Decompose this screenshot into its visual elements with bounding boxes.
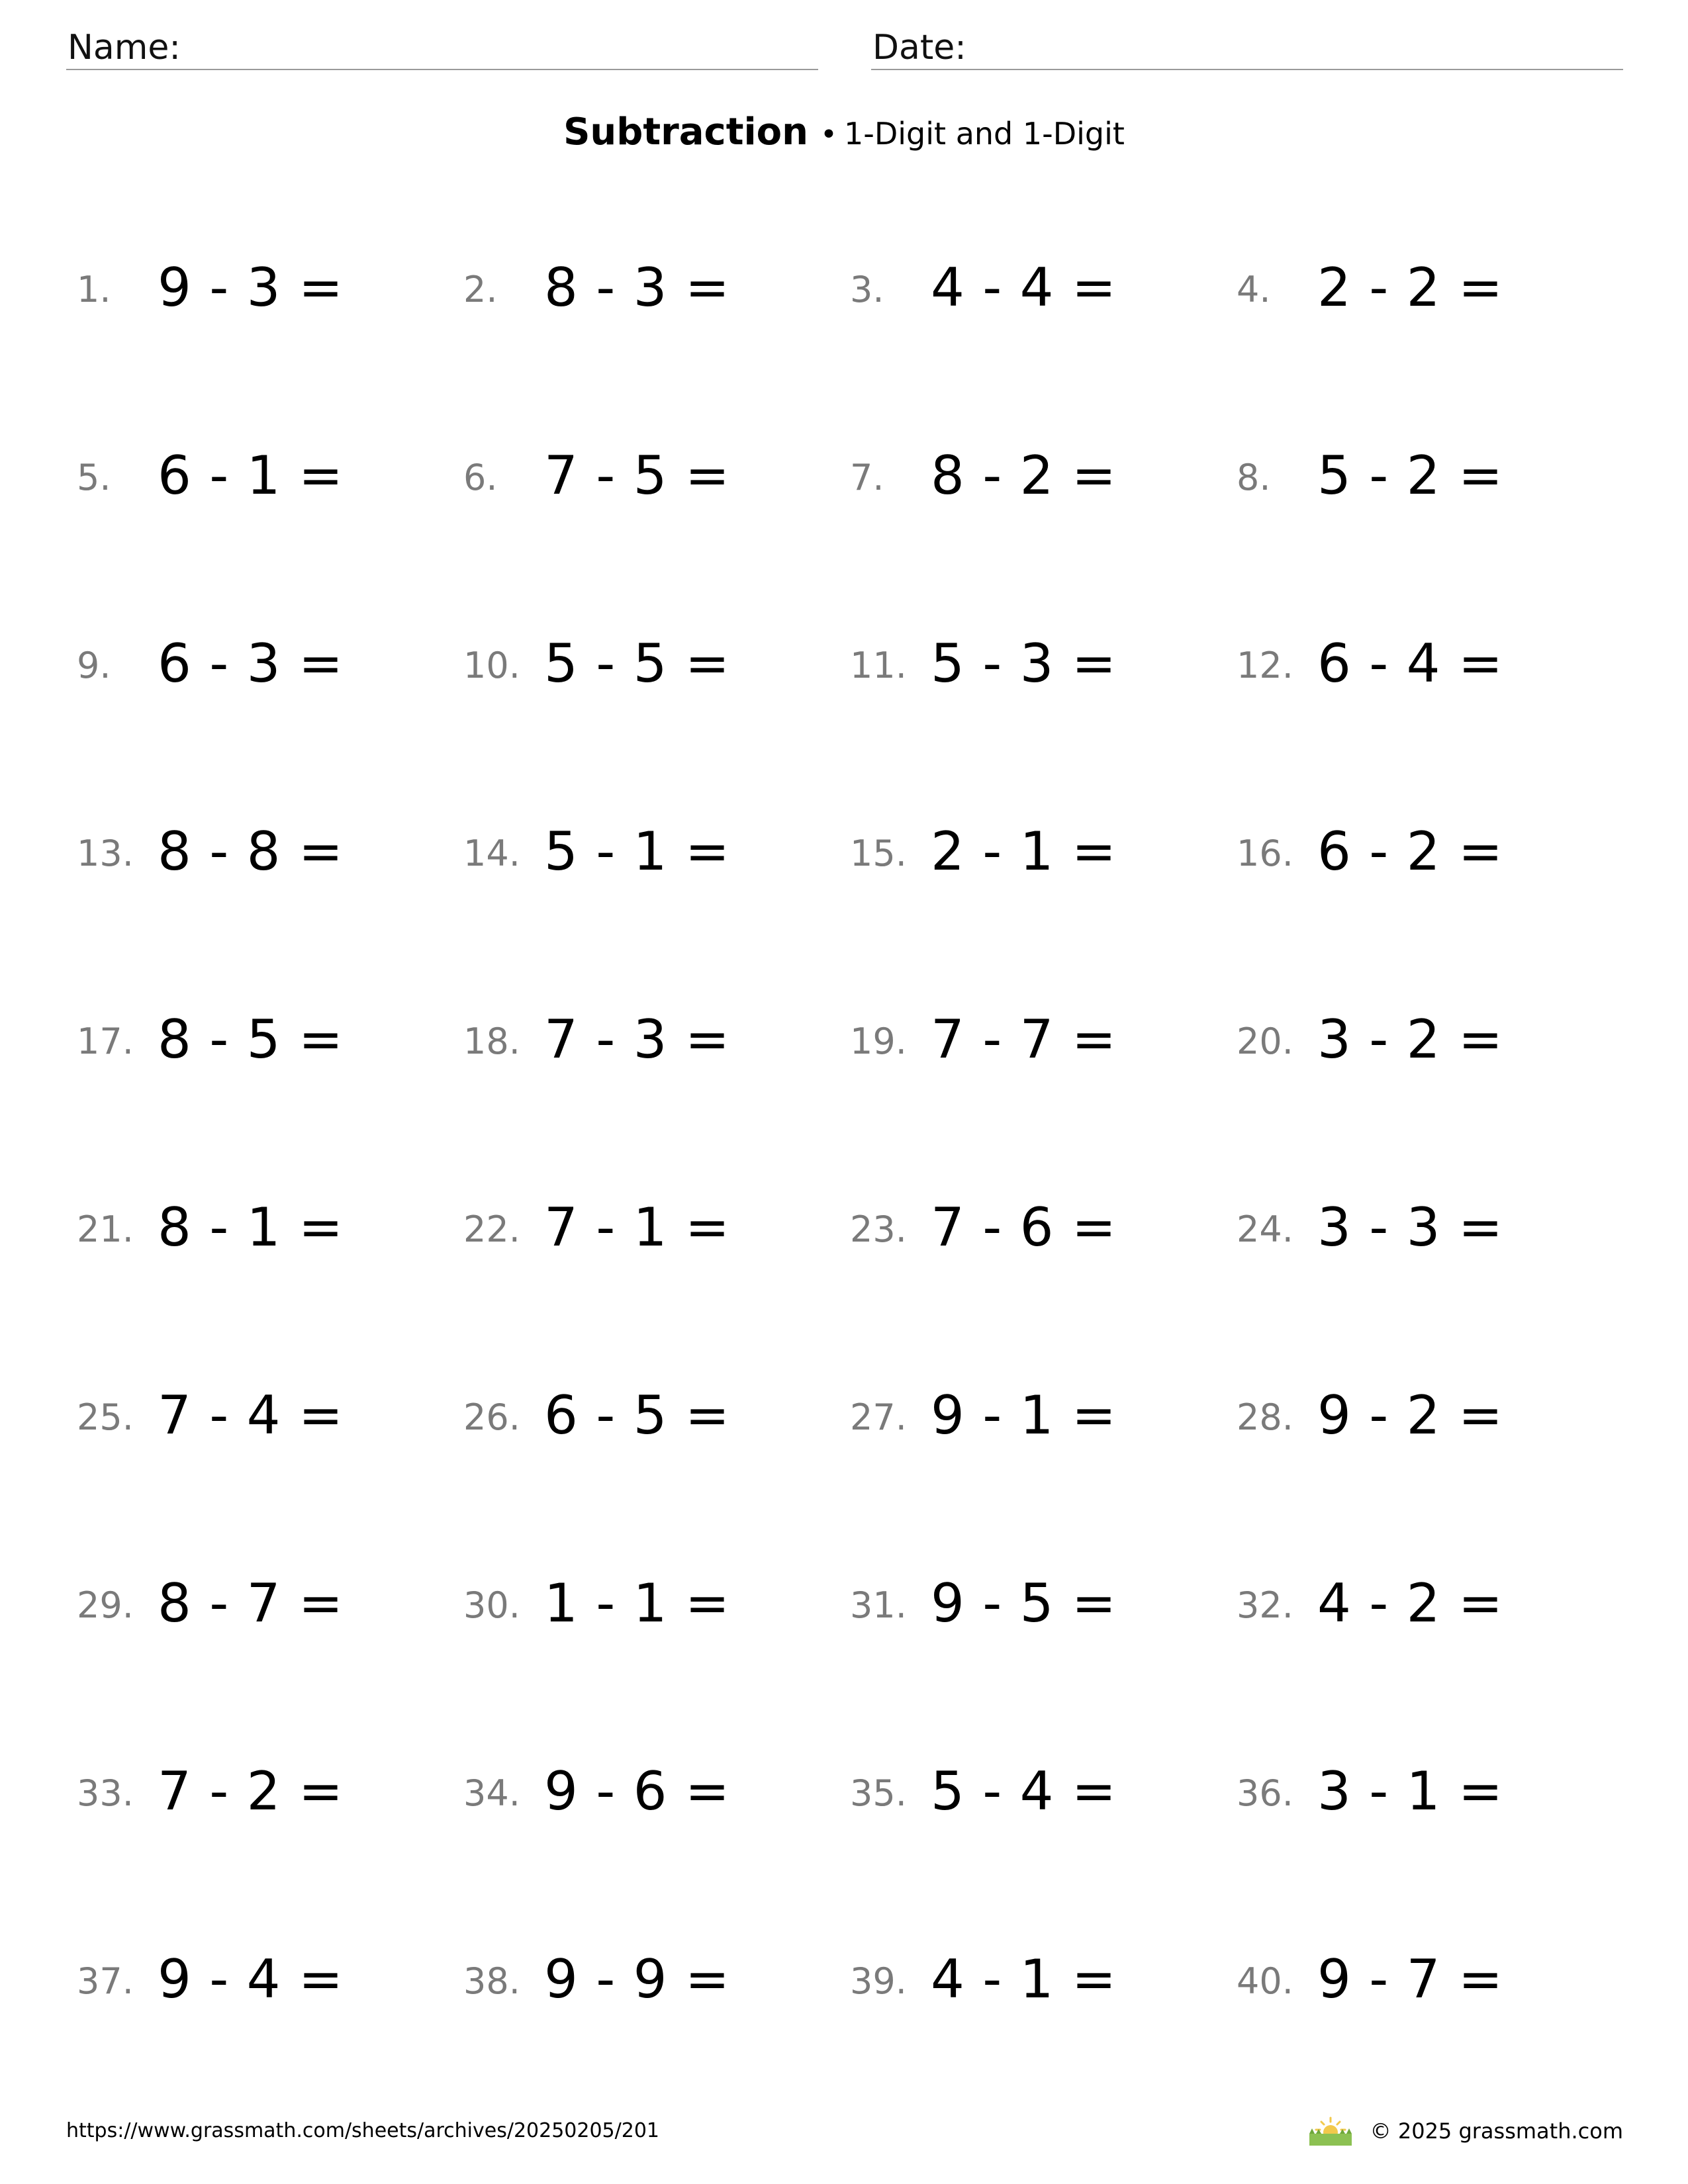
problem-number: 3. <box>850 269 884 310</box>
problem-item <box>850 1950 1221 2016</box>
problem-expression: 4 - 4 = <box>931 257 1117 318</box>
problem-item <box>1237 1010 1607 1076</box>
problem-expression: 3 - 2 = <box>1317 1009 1503 1070</box>
name-label: Name: <box>68 28 181 68</box>
worksheet-title <box>0 106 1688 159</box>
problem-number: 6. <box>463 457 498 498</box>
problem-expression: 6 - 5 = <box>544 1385 730 1446</box>
problem-expression: 6 - 2 = <box>1317 821 1503 882</box>
title-main: Subtraction <box>563 111 809 154</box>
problem-number: 23. <box>850 1208 907 1250</box>
problem-item <box>463 446 834 512</box>
problem-expression: 5 - 3 = <box>931 633 1117 694</box>
problem-expression: 8 - 5 = <box>158 1009 344 1070</box>
problem-item <box>77 258 447 324</box>
problem-item <box>1237 1950 1607 2016</box>
grass-sun-logo-icon <box>1307 2115 1354 2147</box>
problem-expression: 7 - 1 = <box>544 1197 730 1258</box>
problem-expression: 2 - 2 = <box>1317 257 1503 318</box>
problem-number: 7. <box>850 457 884 498</box>
problem-expression: 6 - 4 = <box>1317 633 1503 694</box>
problem-expression: 8 - 1 = <box>158 1197 344 1258</box>
problem-expression: 4 - 1 = <box>931 1948 1117 2010</box>
problem-number: 38. <box>463 1960 520 2002</box>
footer-brand <box>1307 2114 1623 2148</box>
problem-item <box>850 1010 1221 1076</box>
problem-number: 36. <box>1237 1772 1293 1814</box>
problem-expression: 1 - 1 = <box>544 1572 730 1634</box>
problem-expression: 9 - 1 = <box>931 1385 1117 1446</box>
problem-item <box>463 258 834 324</box>
name-field[interactable] <box>66 25 818 70</box>
problem-item <box>77 1198 447 1264</box>
problem-expression: 8 - 8 = <box>158 821 344 882</box>
problem-number: 16. <box>1237 833 1293 874</box>
problem-expression: 3 - 1 = <box>1317 1760 1503 1822</box>
date-field[interactable] <box>871 25 1623 70</box>
problem-item <box>463 1198 834 1264</box>
problem-expression: 7 - 7 = <box>931 1009 1117 1070</box>
problem-number: 25. <box>77 1396 134 1438</box>
problem-item <box>77 1762 447 1828</box>
problem-expression: 9 - 6 = <box>544 1760 730 1822</box>
problem-item <box>850 1574 1221 1640</box>
problem-item <box>77 1950 447 2016</box>
problem-expression: 9 - 3 = <box>158 257 344 318</box>
problem-expression: 8 - 7 = <box>158 1572 344 1634</box>
problem-expression: 7 - 5 = <box>544 445 730 506</box>
problem-number: 35. <box>850 1772 907 1814</box>
problem-number: 32. <box>1237 1584 1293 1626</box>
problem-number: 28. <box>1237 1396 1293 1438</box>
problem-expression: 8 - 2 = <box>931 445 1117 506</box>
footer-url: https://www.grassmath.com/sheets/archives/20250205/201 <box>66 2119 660 2142</box>
date-label: Date: <box>872 28 966 68</box>
problem-expression: 6 - 3 = <box>158 633 344 694</box>
problem-number: 10. <box>463 645 520 686</box>
problem-item <box>77 1386 447 1452</box>
problem-item <box>850 1386 1221 1452</box>
problem-item <box>850 258 1221 324</box>
problem-expression: 8 - 3 = <box>544 257 730 318</box>
problem-number: 14. <box>463 833 520 874</box>
problem-expression: 7 - 2 = <box>158 1760 344 1822</box>
problem-item <box>463 1010 834 1076</box>
problem-expression: 9 - 2 = <box>1317 1385 1503 1446</box>
problem-expression: 2 - 1 = <box>931 821 1117 882</box>
title-separator: • <box>820 118 837 152</box>
problem-number: 27. <box>850 1396 907 1438</box>
problem-item <box>850 1762 1221 1828</box>
problem-number: 22. <box>463 1208 520 1250</box>
problem-item <box>463 822 834 888</box>
problem-number: 34. <box>463 1772 520 1814</box>
problem-expression: 3 - 3 = <box>1317 1197 1503 1258</box>
problem-number: 37. <box>77 1960 134 2002</box>
problem-item <box>1237 1762 1607 1828</box>
problem-item <box>850 822 1221 888</box>
problem-number: 12. <box>1237 645 1293 686</box>
problem-number: 20. <box>1237 1021 1293 1062</box>
problem-number: 4. <box>1237 269 1271 310</box>
problem-number: 15. <box>850 833 907 874</box>
problem-expression: 9 - 4 = <box>158 1948 344 2010</box>
problem-item <box>1237 1198 1607 1264</box>
problem-expression: 5 - 2 = <box>1317 445 1503 506</box>
problem-item <box>77 822 447 888</box>
problem-expression: 6 - 1 = <box>158 445 344 506</box>
problem-item <box>850 1198 1221 1264</box>
problem-item <box>463 1386 834 1452</box>
problem-number: 39. <box>850 1960 907 2002</box>
problem-item <box>1237 1574 1607 1640</box>
problem-item <box>463 1950 834 2016</box>
problem-number: 21. <box>77 1208 134 1250</box>
problem-number: 30. <box>463 1584 520 1626</box>
problem-expression: 9 - 9 = <box>544 1948 730 2010</box>
problem-expression: 9 - 5 = <box>931 1572 1117 1634</box>
problem-item <box>77 446 447 512</box>
problem-item <box>463 1574 834 1640</box>
problem-number: 5. <box>77 457 111 498</box>
problem-item <box>77 634 447 700</box>
problem-expression: 9 - 7 = <box>1317 1948 1503 2010</box>
problem-item <box>1237 258 1607 324</box>
footer-copyright: © 2025 grassmath.com <box>1370 2118 1623 2144</box>
problem-number: 19. <box>850 1021 907 1062</box>
title-subtitle: 1-Digit and 1-Digit <box>843 116 1125 152</box>
problem-number: 26. <box>463 1396 520 1438</box>
problem-number: 9. <box>77 645 111 686</box>
problem-item <box>1237 446 1607 512</box>
problem-expression: 5 - 5 = <box>544 633 730 694</box>
problem-item <box>850 446 1221 512</box>
problem-item <box>1237 1386 1607 1452</box>
problem-expression: 7 - 4 = <box>158 1385 344 1446</box>
problem-number: 11. <box>850 645 907 686</box>
problem-number: 40. <box>1237 1960 1293 2002</box>
problem-item <box>850 634 1221 700</box>
problem-number: 33. <box>77 1772 134 1814</box>
problem-number: 24. <box>1237 1208 1293 1250</box>
problem-number: 2. <box>463 269 498 310</box>
problem-number: 31. <box>850 1584 907 1626</box>
problem-number: 29. <box>77 1584 134 1626</box>
problem-number: 13. <box>77 833 134 874</box>
problem-number: 1. <box>77 269 111 310</box>
problem-number: 17. <box>77 1021 134 1062</box>
problem-item <box>463 1762 834 1828</box>
problem-expression: 7 - 3 = <box>544 1009 730 1070</box>
problem-item <box>463 634 834 700</box>
problem-number: 18. <box>463 1021 520 1062</box>
problem-item <box>1237 822 1607 888</box>
problem-expression: 7 - 6 = <box>931 1197 1117 1258</box>
problem-expression: 4 - 2 = <box>1317 1572 1503 1634</box>
problem-expression: 5 - 4 = <box>931 1760 1117 1822</box>
problem-number: 8. <box>1237 457 1271 498</box>
problem-item <box>1237 634 1607 700</box>
problem-expression: 5 - 1 = <box>544 821 730 882</box>
problem-item <box>77 1574 447 1640</box>
problem-item <box>77 1010 447 1076</box>
